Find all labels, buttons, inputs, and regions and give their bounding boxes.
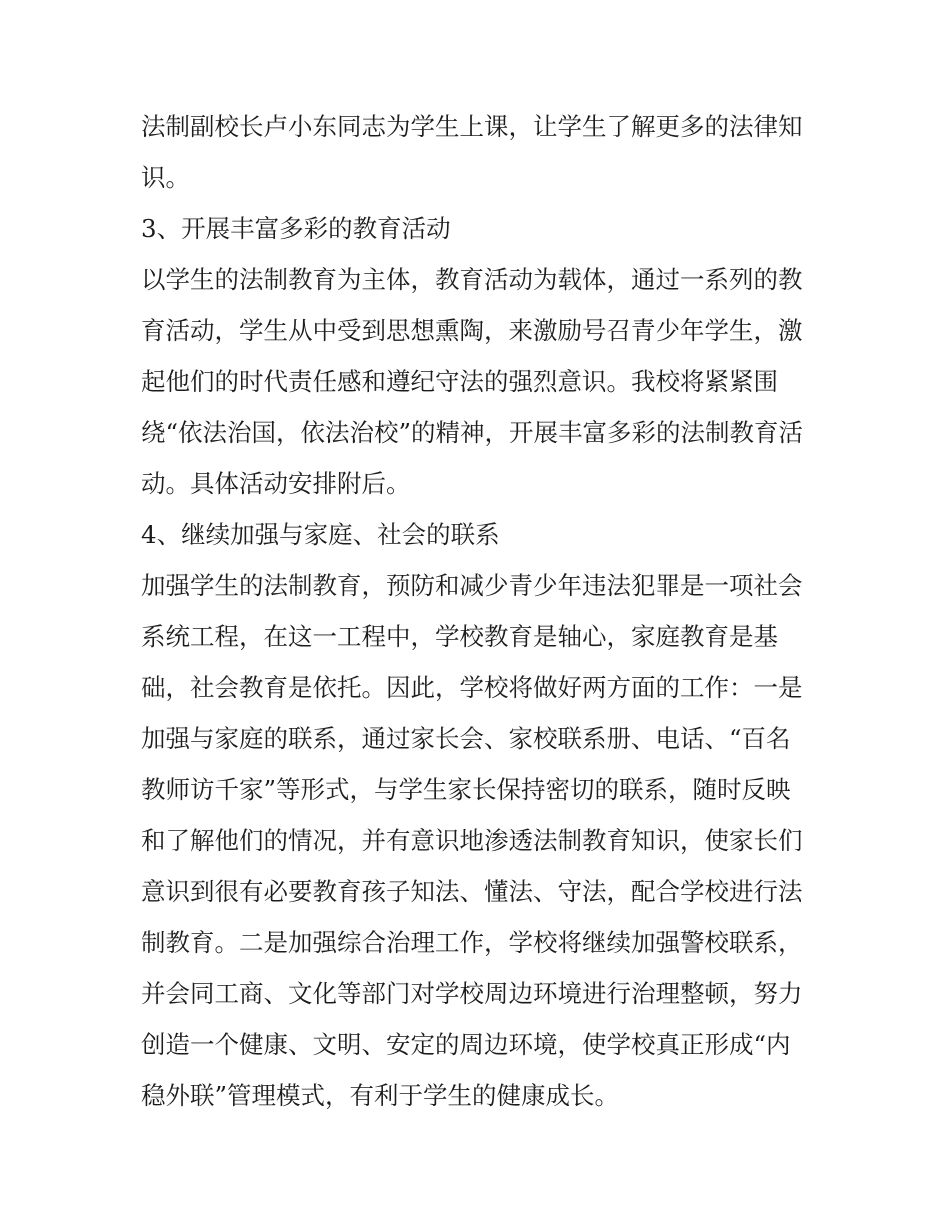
paragraph-line: 教师访千家”等形式，与学生家长保持密切的联系，随时反映	[141, 775, 791, 804]
paragraph-line: 创造一个健康、文明、安定的周边环境，使学校真正形成“内	[141, 1030, 791, 1059]
paragraph-line: 动。具体活动安排附后。	[141, 469, 411, 498]
paragraph-line: 制教育。二是加强综合治理工作，学校将继续加强警校联系，	[141, 928, 803, 957]
document-body	[141, 101, 821, 1121]
paragraph-line: 法制副校长卢小东同志为学生上课，让学生了解更多的法律知	[141, 112, 803, 141]
paragraph-line: 并会同工商、文化等部门对学校周边环境进行治理整顿，努力	[141, 979, 803, 1008]
paragraph-line: 绕“依法治国，依法治校”的精神，开展丰富多彩的法制教育活	[141, 418, 804, 447]
section-heading: 3、开展丰富多彩的教育活动	[141, 214, 451, 243]
paragraph-line: 意识到很有必要教育孩子知法、懂法、守法，配合学校进行法	[141, 877, 803, 906]
paragraph-line: 和了解他们的情况，并有意识地渗透法制教育知识，使家长们	[141, 826, 803, 855]
paragraph-line: 起他们的时代责任感和遵纪守法的强烈意识。我校将紧紧围	[141, 367, 778, 396]
paragraph-line: 育活动，学生从中受到思想熏陶，来激励号召青少年学生，激	[141, 316, 803, 345]
paragraph-line: 础，社会教育是依托。因此，学校将做好两方面的工作：一是	[141, 673, 803, 702]
paragraph-line: 稳外联”管理模式，有利于学生的健康成长。	[141, 1081, 620, 1110]
paragraph-line: 识。	[141, 163, 190, 192]
paragraph-line: 系统工程，在这一工程中，学校教育是轴心，家庭教育是基	[141, 622, 778, 651]
section-heading: 4、继续加强与家庭、社会的联系	[141, 520, 500, 549]
paragraph-line: 加强与家庭的联系，通过家长会、家校联系册、电话、“百名	[141, 724, 791, 753]
paragraph-line: 以学生的法制教育为主体，教育活动为载体，通过一系列的教	[141, 265, 803, 294]
paragraph-line: 加强学生的法制教育，预防和减少青少年违法犯罪是一项社会	[141, 571, 803, 600]
